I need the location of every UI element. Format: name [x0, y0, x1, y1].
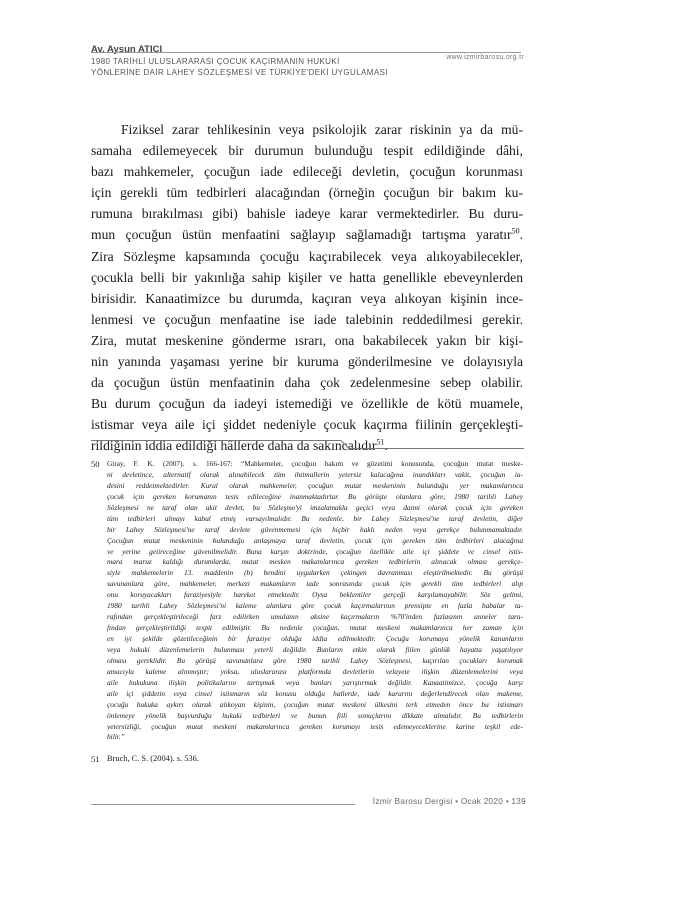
footnote-line: aile içi şiddetin veya cinsel istismarın söz konusu olduğu hallerde, iade kararını değerlendirecek olan makeme,: [107, 688, 523, 698]
body-line: birisidir. Kanaatimizce bu durumda, kaçıran veya alıkoyan kişinin ince-: [91, 290, 523, 306]
footnote-separator-tail: [341, 437, 524, 449]
body-line: nin yanında yaşaması yerine bir kuruma gönderilmesine ve dolayısıyla: [91, 354, 523, 370]
footer-divider: [91, 804, 355, 805]
footnote-text: [107, 459, 523, 743]
footnote-50: [91, 459, 523, 743]
footnote-line: fından gerçekleştirildiği tespit edilmiştir. Bu nedenle çocuğun, mutat meskeni makamlarınca her zaman için: [107, 623, 523, 633]
body-line: için gerekli tüm tedbirleri alacağından (örneğin çocuğun bir bakım ku-: [91, 185, 523, 201]
footnote-51: [91, 754, 523, 765]
footnote-ref-51[interactable]: 51: [376, 437, 385, 447]
body-period: .: [519, 227, 523, 243]
footnote-line: mara maruz kaldığı durumlarda, mutat mesken makamlarınca gereken tedbirlerin alınacak olması gerekçe-: [107, 557, 523, 567]
footnotes-section: [91, 459, 523, 765]
body-line: rumuna bırakılması gibi) bahisle iadeye karar vermektedirler. Bu duru-: [91, 206, 523, 222]
footnote-line: en iyi şekilde gözetileceğinin bir faraziye olduğu iddia edilmektedir. Çocuğu korumaya yönelik kanunların: [107, 634, 523, 643]
header-divider: [91, 52, 521, 53]
header-author: Av. Aysun ATICI: [91, 44, 163, 55]
footnote-line: bilir.”: [107, 732, 125, 742]
footnote-line: savunanlara göre, mahkemeler, merkezi makamların iade sonrasında çocuk için gerekli tüm tedbirleri alıp: [107, 579, 523, 589]
footer-journal-info: İzmir Barosu Dergisi • Ocak 2020 • 139: [372, 797, 526, 806]
header-website: www.izmirbarosu.org.tr: [446, 54, 524, 61]
body-line-text: rildiğinin iddia edildiği hâllerde daha da sakıncalıdır: [91, 438, 377, 454]
footnote-line: ve yerine getireceğine güvenilmelidir. Buna karşın doktrinde, çocuğun özellikle aile içi şiddete ve cinsel istis-: [107, 546, 523, 556]
body-line: lenmesi ve çocuğun menfaatine ise iade talebinin reddedilmesi gerekir.: [91, 311, 523, 327]
footnote-line: ni devletince, alternatif olarak alınabilecek tüm ihtimallerin yetersiz kalacağına inandıkları vakit, çocuğun ia-: [107, 469, 523, 479]
footnote-line: Çocuğun mutat meskeninin bulunduğu anlaşmaya taraf devletin, çocuk için gereken tüm tedbirleri alacağına: [107, 535, 523, 545]
footnote-line: aile hukukuna ilişkin politikalarını tartışmak veya bunları yarıştırmak değildir. Kanaatimizce, çocuğa karşı: [107, 677, 523, 687]
body-paragraph: [91, 119, 523, 457]
footnote-line: yetersizliği, çocuğun mutat meskeni makamlarınca gereken korumayı tesis edemeyeceklerine karine teşkil ede-: [107, 721, 523, 731]
footnote-ref-50[interactable]: 50: [511, 226, 520, 236]
footnote-line: önlemeye yönelik başvurduğu hukuki tedbirleri ve bunun fiili sonuçlarını dikkate almalıdır. Bu tedbirlerin: [107, 710, 523, 720]
footnote-line: siyle mahkemelerin 13. maddenin (b) bendini uygularken çekingen davranması eleştirilmektedir. Bu görüşü: [107, 568, 523, 578]
body-line: samaha edilemeyecek bir durumun bulunduğu tespit edildiğinde dâhi,: [91, 143, 523, 159]
footnote-line: olması gereklidir. Bu görüşü savunanlara göre 1980 tarihli Lahey Sözleşmesi, kaçırılan çocukları korumak: [107, 655, 523, 665]
body-line: çocukla belli bir yakınlığa sahip kişiler ve hatta genellikle ebeveynlerden: [91, 269, 523, 285]
footnote-line: çocuk için gereken korumanın tesis edileceğine inanmaktadırlar. Bu görüşte olanlara göre, 1980 tarihli Lahey: [107, 491, 523, 501]
footnote-line: 1980 tarihli Lahey Sözleşmesi'ni kaleme alanlara göre çocuk kaçırmalarının prensipte en fazla babalar ta-: [107, 601, 523, 611]
header-title-line-1: 1980 TARİHLİ ULUSLARARASI ÇOCUK KAÇIRMANIN HUKUKİ: [91, 57, 340, 66]
footnote-line: çocuğu hukuka aykırı olarak alıkoyan kişinin, çocuğun mutat meskeni ülkesini terk etmeden önce bu istismarı: [107, 699, 523, 709]
body-line: Fiziksel zarar tehlikesinin veya psikolojik zarar riskinin ya da mü-: [121, 122, 523, 137]
body-line: Bu durum çocuğun da iadeyi istemediği ve özellikle de kötü muamele,: [91, 396, 523, 412]
body-period: .: [384, 438, 388, 454]
footnote-number: 51: [91, 754, 100, 765]
footnote-number: 50: [91, 459, 100, 469]
body-line: da çocuğun üstün menfaatinin daha çok zedelenmesine sebep olabilir.: [91, 375, 523, 391]
footnote-line: desini reddetmektedirler. Kural olarak mahkemeler, çocuğun mutat meskeninin bulunduğu yer makamlarınca: [107, 480, 523, 490]
body-line: [91, 224, 523, 245]
footnote-line: bir Lahey Sözleşmesi'ne taraf devlete güvenmemesi için hiçbir haklı neden veya gerekçe bulunmamaktadır.: [107, 524, 523, 534]
footnote-line: Sözleşmesi ne taraf olan akit devlet, bu Sözleşme'yi imzalamakla geçici veya daimi olarak çocuk için gereken: [107, 502, 523, 512]
footnote-line: Giray, F. K. (2007). s. 166-167: “Mahkemeler, çocuğun bakım ve gözetimi konusunda, çocuğun mutat meske-: [107, 459, 523, 468]
body-line: istismar veya aile içi şiddet nedeniyle çocuk kaçırma fiilinin gerçekleşti-: [91, 417, 523, 433]
footnote-line: tüm tedbirleri almayı kabul etmiş varsayılmalıdır. Bu nedenle, bir Lahey Sözleşmesi'ne taraf devletin, diğer: [107, 513, 523, 523]
footnote-line: rafından gerçekleştirileceği farz edilirken umulanın aksine kaçırmaların %70'inden fazlasının anneler tara-: [107, 612, 523, 622]
footnote-line: amacıyla kaleme alınmıştır; yoksa, uluslararası platformda devletlerin velayete ilişkin düzenlemelerini veya: [107, 666, 523, 676]
body-line-text: mun çocuğun üstün menfaatini sağlayıp sağlamadığı tartışma yaratır: [91, 227, 512, 243]
footnote-line: onu koruyacakları faraziyesiyle hareket etmektedir. Oysa beklentiler gerçeği karşılamayabilir. Söz gelimi,: [107, 590, 523, 600]
footnote-line: veya hukuki düzenlemelerin bulunması yeterli değildir. Bunların etkin olarak fiilen günlük hayatta yaşatılıyor: [107, 644, 523, 654]
body-line: Zira, mutat meskenine gönderme ısrarı, ona bakabilecek yakın bir kişi-: [91, 332, 523, 348]
header-title-line-2: YÖNLERİNE DAİR LAHEY SÖZLEŞMESİ VE TÜRKİYE'DEKİ UYGULAMASI: [91, 68, 388, 77]
header-article-title: [91, 56, 451, 78]
footnote-separator: [91, 440, 341, 441]
body-line: bazı mahkemeler, çocuğun iade edileceği devletin, çocuğun korunması: [91, 164, 523, 180]
footnote-text: Bruch, C. S. (2004). s. 536.: [107, 754, 199, 764]
body-line: Zira Sözleşme kapsamında çocuğu kaçırabilecek veya alıkoyabilecekler,: [91, 248, 523, 264]
